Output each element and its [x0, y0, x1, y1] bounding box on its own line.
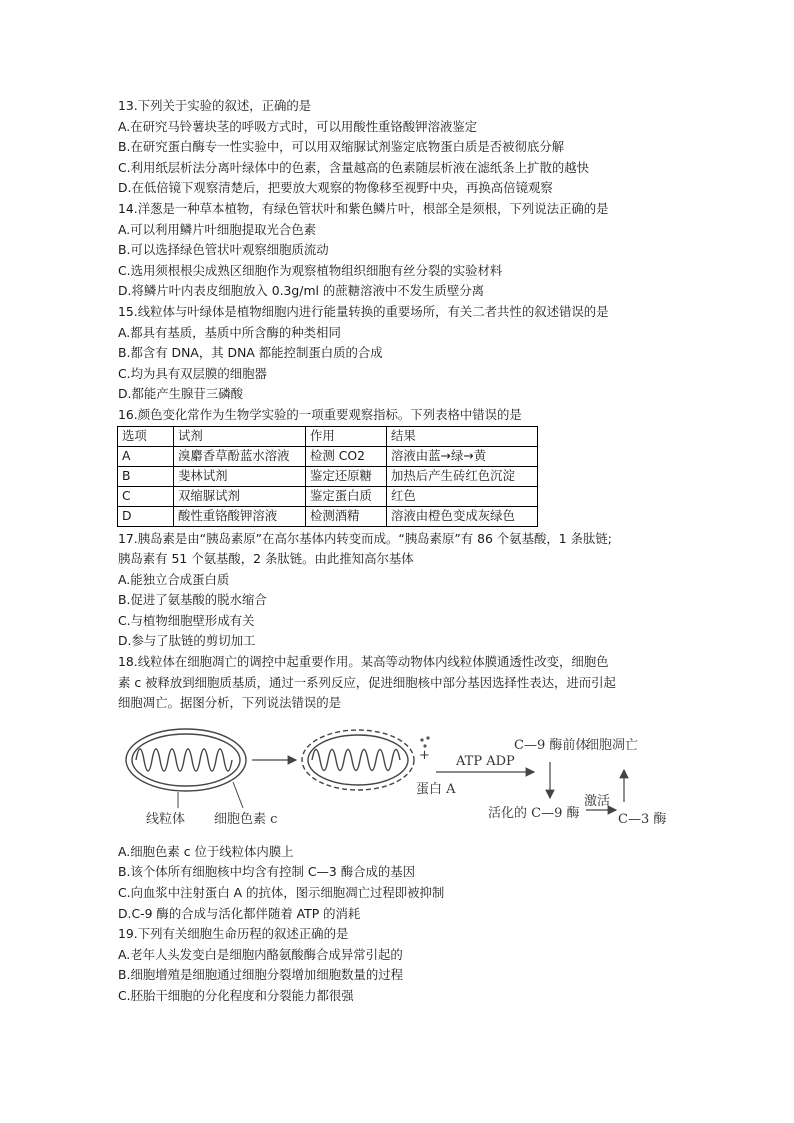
- table-header-cell: 试剂: [174, 426, 306, 446]
- table-header-cell: 选项: [118, 426, 174, 446]
- diagram-label-active-c9: 活化的 C—9 酶: [488, 805, 580, 821]
- color-change-table: [117, 426, 538, 527]
- question-15: [118, 302, 678, 405]
- option-d: D.都能产生腺苷三磷酸: [118, 386, 243, 402]
- option-a: A.在研究马铃薯块茎的呼吸方式时，可以用酸性重铬酸钾溶液鉴定: [118, 118, 478, 134]
- option-a: A.老年人头发变白是细胞内酪氨酸酶合成异常引起的: [118, 946, 403, 962]
- table-cell: 斐林试剂: [174, 466, 306, 486]
- cytochrome-c-dots-icon: [420, 736, 429, 747]
- option-c: C.选用须根根尖成熟区细胞作为观察植物组织细胞有丝分裂的实验材料: [118, 262, 503, 278]
- table-row: [118, 466, 538, 486]
- table-cell: 鉴定蛋白质: [306, 486, 387, 506]
- table-cell: 溴麝香草酚蓝水溶液: [174, 446, 306, 466]
- option-c: C.与植物细胞壁形成有关: [118, 612, 255, 628]
- option-a: A.细胞色素 c 位于线粒体内膜上: [118, 843, 294, 859]
- table-cell: 红色: [387, 486, 538, 506]
- table-header-cell: 作用: [306, 426, 387, 446]
- option-c: C.利用纸层析法分离叶绿体中的色素，含量越高的色素随层析液在滤纸条上扩散的越快: [118, 159, 590, 175]
- option-c: C.胚胎干细胞的分化程度和分裂能力都很强: [118, 988, 354, 1003]
- table-row: [118, 486, 538, 506]
- question-13: [118, 96, 678, 199]
- option-b: B.该个体所有细胞核中均含有控制 C—3 酶合成的基因: [118, 864, 416, 880]
- table-header-cell: 结果: [387, 426, 538, 446]
- option-b: B.促进了氨基酸的脱水缩合: [118, 592, 267, 608]
- option-b: B.可以选择绿色管状叶观察细胞质流动: [118, 242, 329, 258]
- diagram-label-mitochondrion: 线粒体: [146, 811, 186, 827]
- diagram-label-apoptosis: 细胞凋亡: [586, 737, 639, 753]
- table-cell: B: [118, 466, 174, 486]
- question-stem-line-3: 细胞凋亡。据图分析，下列说法错误的是: [118, 695, 342, 711]
- question-19: [118, 924, 678, 1006]
- mitochondrion-icon: [302, 730, 414, 790]
- diagram-label-atp-adp: ATP ADP: [456, 753, 515, 769]
- option-d: D.将鳞片叶内表皮细胞放入 0.3g/ml 的蔗糖溶液中不发生质壁分离: [118, 283, 484, 299]
- option-c: C.向血浆中注射蛋白 A 的抗体，图示细胞凋亡过程即被抑制: [118, 885, 445, 901]
- apoptosis-diagram: [118, 724, 667, 834]
- table-cell: 双缩脲试剂: [174, 486, 306, 506]
- question-18: [118, 652, 678, 924]
- table-cell: A: [118, 446, 174, 466]
- question-stem: 14.洋葱是一种草本植物，有绿色管状叶和紫色鳞片叶，根部全是须根，下列说法正确的是: [118, 200, 609, 216]
- diagram-label-cytochrome-c: 细胞色素 c: [214, 811, 278, 827]
- table-cell: 溶液由蓝→绿→黄: [387, 446, 538, 466]
- table-cell: 检测酒精: [306, 506, 387, 526]
- diagram-label-protein-a: 蛋白 A: [416, 781, 456, 797]
- option-a: A.能独立合成蛋白质: [118, 571, 230, 587]
- question-17: [118, 529, 678, 653]
- option-d: D.在低倍镜下观察清楚后，把要放大观察的物像移至视野中央，再换高倍镜观察: [118, 180, 553, 196]
- question-stem-line-2: 素 c 被释放到细胞质基质，通过一系列反应，促进细胞核中部分基因选择性表达，进而引起: [118, 674, 616, 690]
- table-cell: 鉴定还原糖: [306, 466, 387, 486]
- question-stem-line-1: 18.线粒体在细胞凋亡的调控中起重要作用。某高等动物体内线粒体膜通透性改变，细胞色: [118, 654, 609, 670]
- table-cell: 加热后产生砖红色沉淀: [387, 466, 538, 486]
- question-stem: 19.下列有关细胞生命历程的叙述正确的是: [118, 926, 349, 942]
- option-a: A.都具有基质，基质中所含酶的种类相同: [118, 324, 341, 340]
- mitochondrion-icon: [126, 729, 246, 791]
- option-d: D.C-9 酶的合成与活化都伴随着 ATP 的消耗: [118, 905, 361, 921]
- question-stem: 16.颜色变化常作为生物学实验的一项重要观察指标。下列表格中错误的是: [118, 406, 522, 422]
- exam-page: [118, 96, 678, 1007]
- diagram-label-plus: +: [419, 747, 430, 763]
- diagram-label-activate: 激活: [584, 793, 611, 809]
- option-b: B.在研究蛋白酶专一性实验中，可以用双缩脲试剂鉴定底物蛋白质是否被彻底分解: [118, 139, 565, 155]
- question-14: [118, 199, 678, 302]
- table-row: [118, 446, 538, 466]
- table-row: [118, 506, 538, 526]
- question-stem: 15.线粒体与叶绿体是植物细胞内进行能量转换的重要场所，有关二者共性的叙述错误的是: [118, 303, 609, 319]
- label-pointer: [233, 782, 243, 808]
- option-b: B.细胞增殖是细胞通过细胞分裂增加细胞数量的过程: [118, 967, 404, 983]
- table-cell: C: [118, 486, 174, 506]
- option-c: C.均为具有双层膜的细胞器: [118, 365, 267, 381]
- table-cell: 检测 CO2: [306, 446, 387, 466]
- option-d: D.参与了肽链的剪切加工: [118, 633, 256, 649]
- question-16: [118, 405, 678, 527]
- option-b: B.都含有 DNA，其 DNA 都能控制蛋白质的合成: [118, 345, 383, 361]
- question-stem-line-2: 胰岛素有 51 个氨基酸，2 条肽链。由此推知高尔基体: [118, 551, 414, 567]
- diagram-label-c9-precursor: C—9 酶前体: [514, 737, 589, 753]
- table-header-row: [118, 426, 538, 446]
- option-a: A.可以利用鳞片叶细胞提取光合色素: [118, 221, 317, 237]
- diagram-label-c3: C—3 酶: [618, 811, 667, 827]
- table-cell: 酸性重铬酸钾溶液: [174, 506, 306, 526]
- question-stem-line-1: 17.胰岛素是由“胰岛素原”在高尔基体内转变而成。“胰岛素原”有 86 个氨基酸，1 条肽链;: [118, 530, 612, 546]
- table-cell: D: [118, 506, 174, 526]
- table-cell: 溶液由橙色变成灰绿色: [387, 506, 538, 526]
- question-stem: 13.下列关于实验的叙述，正确的是: [118, 98, 312, 113]
